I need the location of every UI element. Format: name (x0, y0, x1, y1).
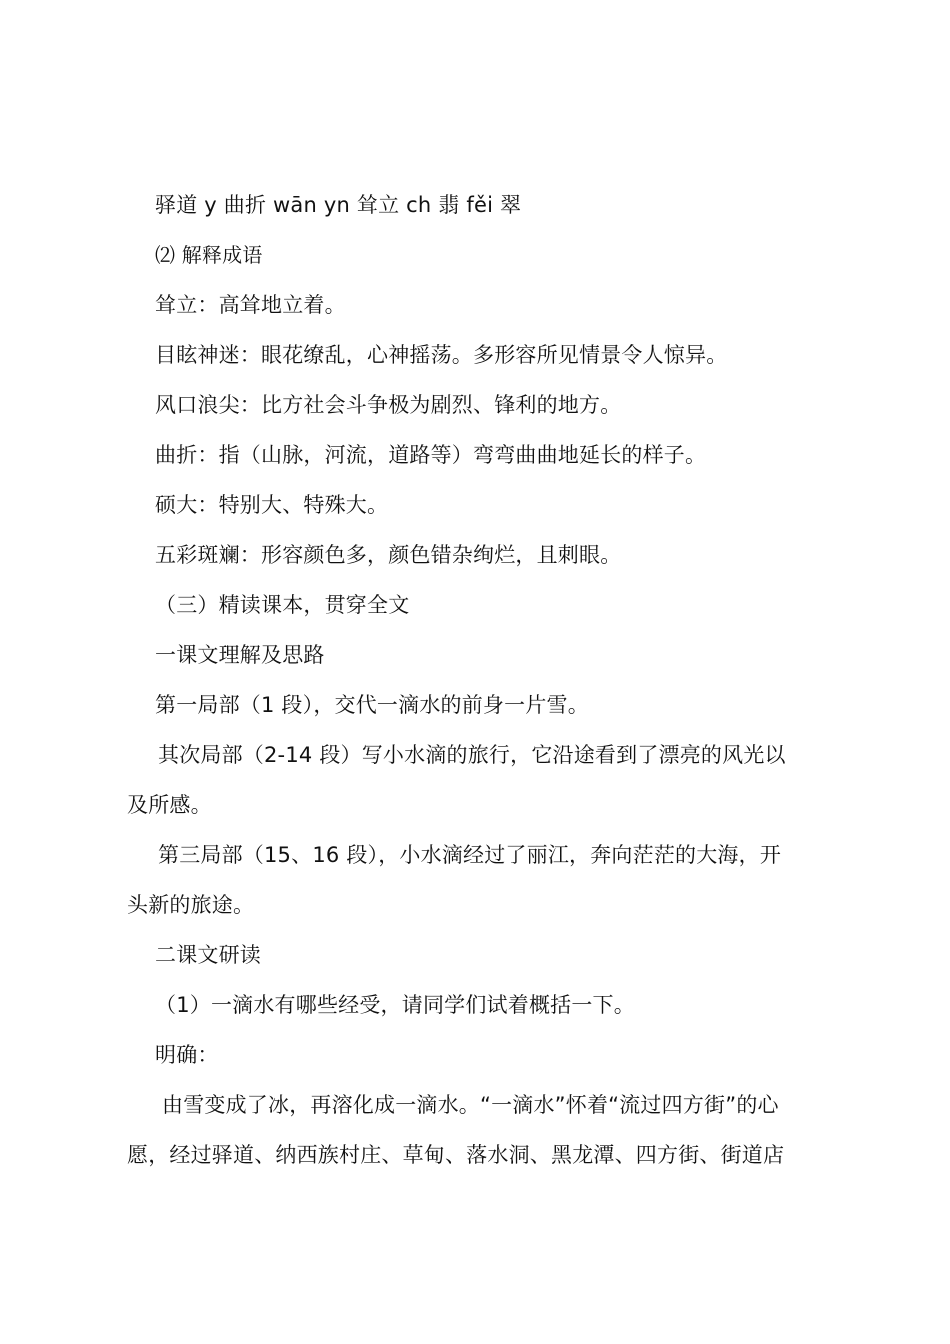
paragraph-part-two-cont: 及所感。 (127, 793, 212, 817)
subheading-study: 二课文研读 (155, 943, 261, 967)
pinyin-line: 驿道 y 曲折 wān yn 耸立 ch 翡 fěi 翠 (155, 193, 522, 217)
definition-songli: 耸立：高耸地立着。 (155, 293, 346, 317)
subheading-understanding: 一课文理解及思路 (155, 643, 325, 667)
definition-muxuanshenmi: 目眩神迷：眼花缭乱，心神摇荡。多形容所见情景令人惊异。 (155, 343, 728, 367)
section-heading-idioms: ⑵ 解释成语 (155, 243, 263, 267)
paragraph-part-three-cont: 头新的旅途。 (127, 893, 255, 917)
paragraph-part-two: 其次局部（2-14 段）写小水滴的旅行，它沿途看到了漂亮的风光以 (158, 743, 786, 767)
section-heading-reading: （三）精读课本，贯穿全文 (155, 593, 410, 617)
answer-label: 明确： (155, 1043, 219, 1067)
answer-paragraph-cont: 愿，经过驿道、纳西族村庄、草甸、落水洞、黑龙潭、四方街、街道店 (127, 1143, 785, 1167)
definition-fengkoulangjian: 风口浪尖：比方社会斗争极为剧烈、锋利的地方。 (155, 393, 622, 417)
definition-shuoda: 硕大：特别大、特殊大。 (155, 493, 389, 517)
paragraph-part-one: 第一局部（1 段），交代一滴水的前身一片雪。 (155, 693, 589, 717)
definition-quzhe: 曲折：指（山脉，河流，道路等）弯弯曲曲地延长的样子。 (155, 443, 707, 467)
question-one: （1）一滴水有哪些经受，请同学们试着概括一下。 (155, 993, 635, 1017)
paragraph-part-three: 第三局部（15、16 段），小水滴经过了丽江，奔向茫茫的大海，开 (158, 843, 782, 867)
answer-paragraph: 由雪变成了冰，再溶化成一滴水。“一滴水”怀着“流过四方街”的心 (162, 1093, 779, 1117)
definition-wucaibanlan: 五彩斑斓：形容颜色多，颜色错杂绚烂，且刺眼。 (155, 543, 622, 567)
